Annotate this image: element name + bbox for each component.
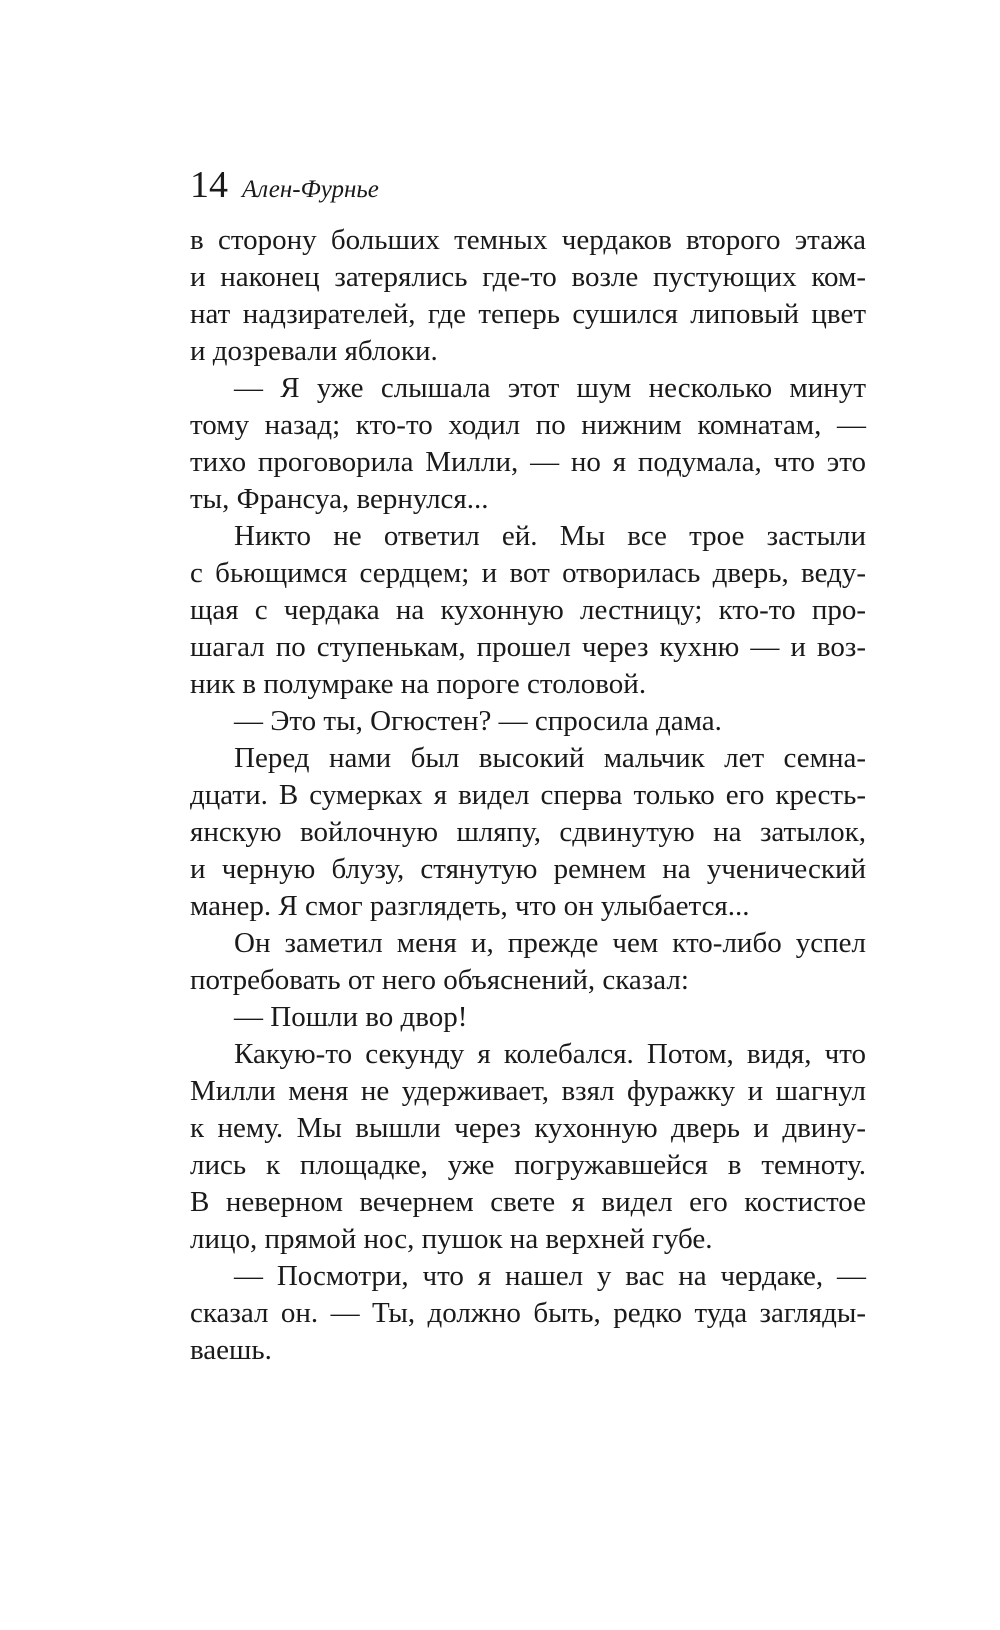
text-line: с бьющимся сердцем; и вот отворилась дверь, веду- [190,557,866,589]
running-head: Ален-Фурнье [242,176,379,203]
text-line: — Я уже слышала этот шум несколько минут [234,372,866,404]
text-line: Никто не ответил ей. Мы все трое застыли [234,520,866,552]
text-line: нат надзирателей, где теперь сушился липовый цвет [190,298,866,330]
text-line: Какую-то секунду я колебался. Потом, видя, что [234,1038,866,1070]
text-line: и дозревали яблоки. [190,335,438,367]
text-line: Перед нами был высокий мальчик лет семна- [234,742,866,774]
text-line: — Пошли во двор! [234,1001,468,1033]
text-line: сказал он. — Ты, должно быть, редко туда загляды- [190,1297,866,1329]
text-line: и наконец затерялись где-то возле пустующих ком- [190,261,866,293]
text-line: лицо, прямой нос, пушок на верхней губе. [190,1223,713,1255]
text-line: янскую войлочную шляпу, сдвинутую на затылок, [190,816,866,848]
text-line: к нему. Мы вышли через кухонную дверь и двину- [190,1112,866,1144]
text-line: — Это ты, Огюстен? — спросила дама. [234,705,722,737]
text-line: — Посмотри, что я нашел у вас на чердаке, — [234,1260,866,1292]
text-line: лись к площадке, уже погружавшейся в темноту. [190,1149,866,1181]
text-line: щая с чердака на кухонную лестницу; кто-то про- [190,594,866,626]
text-line: В неверном вечернем свете я видел его костистое [190,1186,866,1218]
text-line: ваешь. [190,1334,272,1366]
text-line: ты, Франсуа, вернулся... [190,483,489,515]
text-line: и черную блузу, стянутую ремнем на ученический [190,853,866,885]
text-line: Милли меня не удерживает, взял фуражку и шагнул [190,1075,866,1107]
text-line: тому назад; кто-то ходил по нижним комнатам, — [190,409,866,441]
text-line: дцати. В сумерках я видел сперва только его кресть- [190,779,866,811]
text-line: ник в полумраке на пороге столовой. [190,668,647,700]
text-line: манер. Я смог разглядеть, что он улыбается... [190,890,750,922]
text-line: шагал по ступенькам, прошел через кухню — и воз- [190,631,866,663]
text-line: потребовать от него объяснений, сказал: [190,964,689,996]
page-header [190,166,379,204]
page-number: 14 [190,164,228,206]
text-line: Он заметил меня и, прежде чем кто-либо успел [234,927,866,959]
body-text [190,222,866,1369]
text-line: в сторону больших темных чердаков второго этажа [190,224,866,256]
text-line: тихо проговорила Милли, — но я подумала, что это [190,446,866,478]
